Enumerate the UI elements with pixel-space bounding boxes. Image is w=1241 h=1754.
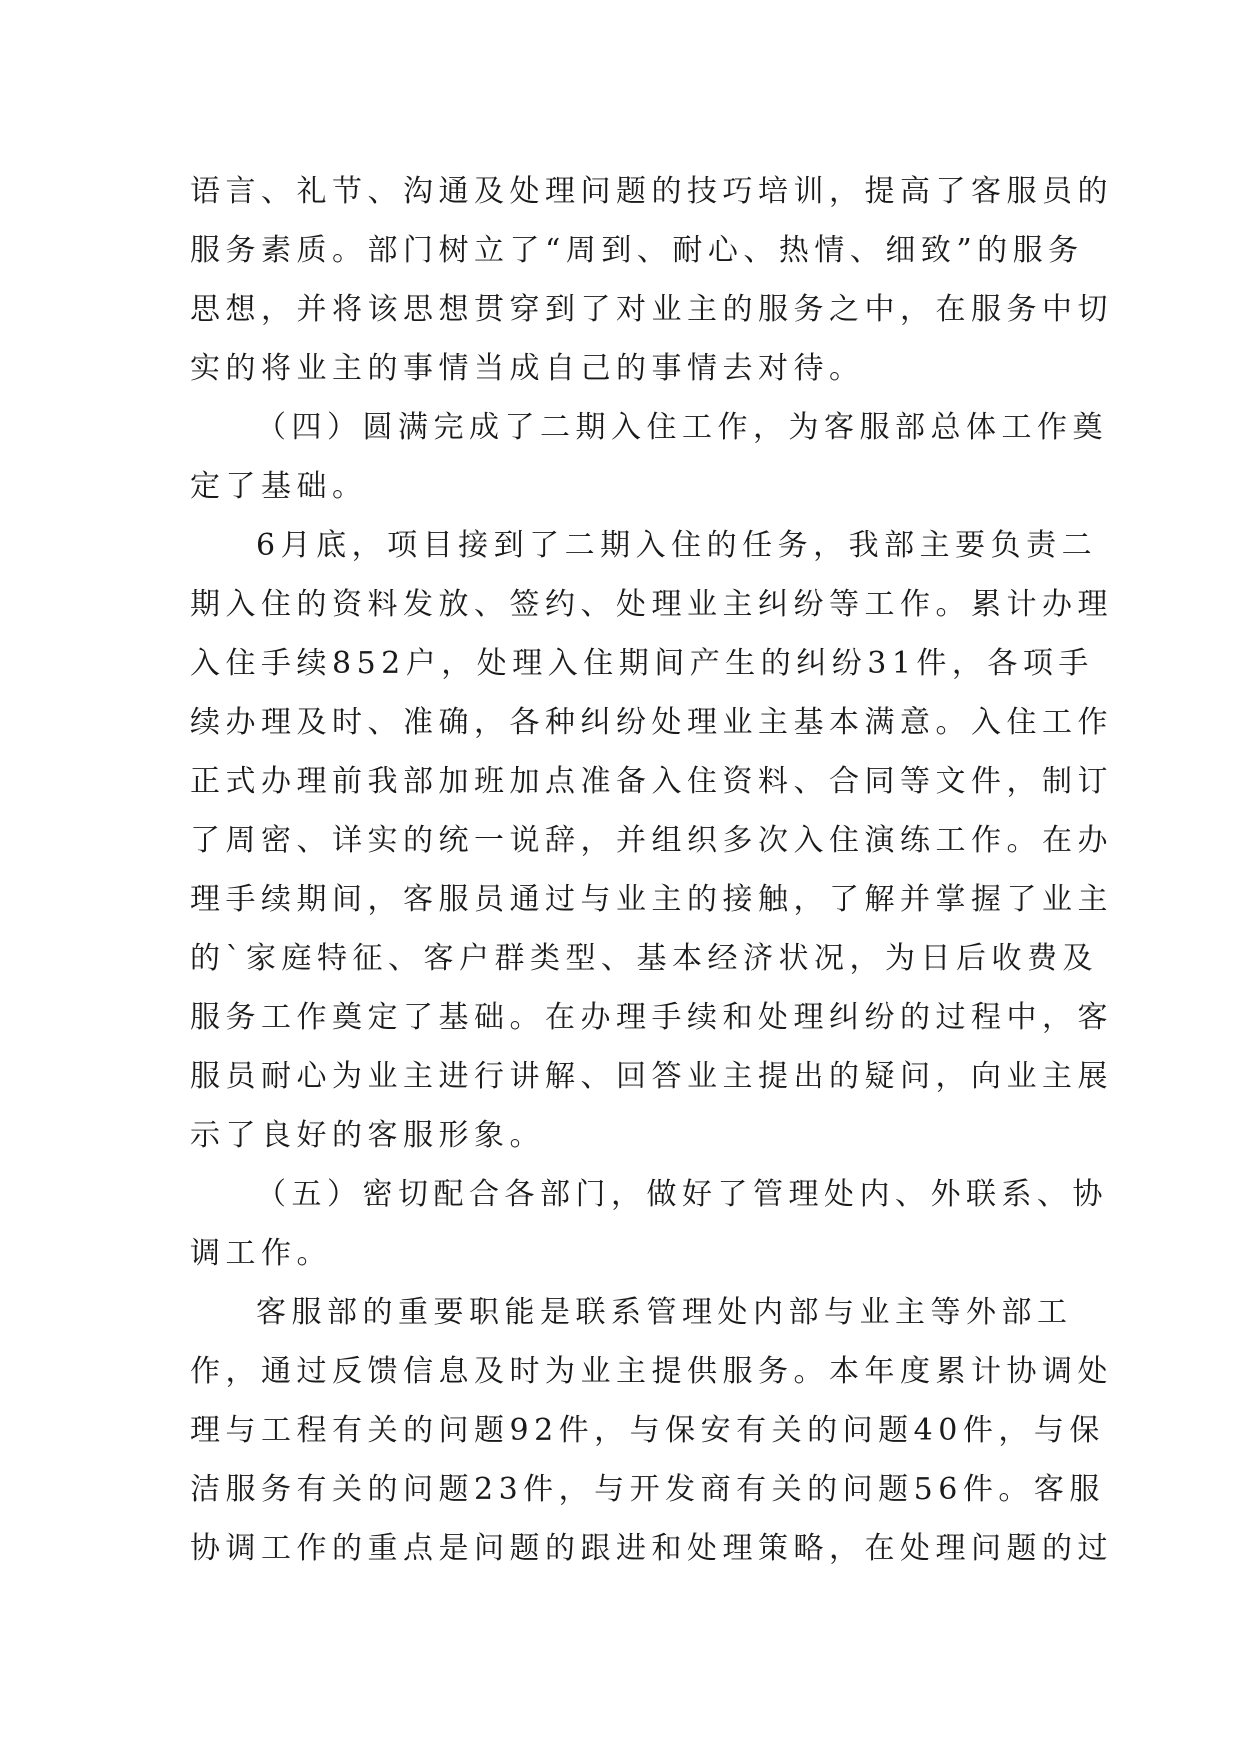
text-line: 服务工作奠定了基础。在办理手续和处理纠纷的过程中，客: [190, 1000, 1113, 1035]
text-line: 了周密、详实的统一说辞，并组织多次入住演练工作。在办: [190, 823, 1113, 858]
section-heading-line: 定了基础。: [190, 469, 368, 504]
text-line: 实的将业主的事情当成自己的事情去对待。: [190, 351, 865, 386]
text-line: 正式办理前我部加班加点准备入住资料、合同等文件，制订: [190, 764, 1113, 799]
document-body: [190, 162, 1113, 1578]
text-line: 示了良好的客服形象。: [190, 1118, 545, 1153]
section-heading-line: （五）密切配合各部门，做好了管理处内、外联系、协: [256, 1177, 1108, 1212]
text-line: 服务素质。部门树立了“周到、耐心、热情、细致”的服务: [190, 233, 1084, 268]
text-line: 续办理及时、准确，各种纠纷处理业主基本满意。入住工作: [190, 705, 1113, 740]
section-heading-line: 调工作。: [190, 1236, 332, 1271]
text-line: 理手续期间，客服员通过与业主的接触，了解并掌握了业主: [190, 882, 1113, 917]
text-line: 理与工程有关的问题92件，与保安有关的问题40件，与保: [190, 1413, 1105, 1448]
text-line: 期入住的资料发放、签约、处理业主纠纷等工作。累计办理: [190, 587, 1113, 622]
text-line: 的`家庭特征、客户群类型、基本经济状况，为日后收费及: [190, 941, 1098, 976]
text-line: 服员耐心为业主进行讲解、回答业主提出的疑问，向业主展: [190, 1059, 1113, 1094]
text-line: 6月底，项目接到了二期入住的任务，我部主要负责二: [256, 528, 1098, 563]
text-line: 语言、礼节、沟通及处理问题的技巧培训，提高了客服员的: [190, 174, 1113, 209]
section-heading-line: （四）圆满完成了二期入住工作，为客服部总体工作奠: [256, 410, 1108, 445]
text-line: 洁服务有关的问题23件，与开发商有关的问题56件。客服: [190, 1472, 1105, 1507]
text-line: 协调工作的重点是问题的跟进和处理策略，在处理问题的过: [190, 1531, 1113, 1566]
text-line: 入住手续852户，处理入住期间产生的纠纷31件，各项手: [190, 646, 1094, 681]
text-line: 思想，并将该思想贯穿到了对业主的服务之中，在服务中切: [190, 292, 1113, 327]
text-line: 客服部的重要职能是联系管理处内部与业主等外部工: [256, 1295, 1073, 1330]
text-line: 作，通过反馈信息及时为业主提供服务。本年度累计协调处: [190, 1354, 1113, 1389]
